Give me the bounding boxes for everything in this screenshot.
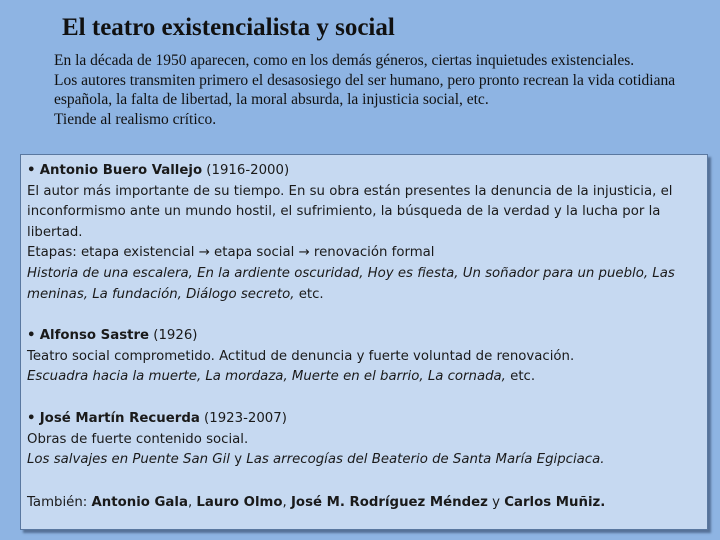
author-heading-sastre: [27, 326, 701, 347]
works-conjunction: y: [229, 452, 247, 468]
also-label: También:: [27, 494, 92, 510]
author-description: Obras de fuerte contenido social.: [27, 431, 249, 447]
works-title: Las arrecogías del Beaterio de Santa María Egipciaca.: [246, 452, 605, 468]
works-titles: Escuadra hacia la muerte, La mordaza, Muerte en el barrio, La cornada,: [27, 369, 506, 385]
author-name: Carlos Muñiz.: [504, 494, 606, 510]
author-name: Antonio Buero Vallejo: [39, 163, 203, 178]
intro-text: [54, 51, 684, 129]
bullet: •: [27, 163, 36, 178]
also-authors: [27, 493, 701, 514]
author-dates: (1926): [149, 328, 198, 344]
bullet: •: [27, 410, 36, 426]
intro-paragraph: En la década de 1950 aparecen, como en los demás géneros, ciertas inquietudes existenciales.: [54, 52, 635, 69]
author-description: El autor más importante de su tiempo. En su obra están presentes la denuncia de la injusticia, el inconformismo ante un mundo hostil, el sufrimiento, la búsqueda de la verdad y la lucha por la libertad.: [27, 183, 673, 240]
author-name: Alfonso Sastre: [39, 328, 150, 344]
intro-paragraph: Los autores transmiten primero el desasosiego del ser humano, pero pronto recrean la vida cotidiana española, la falta de libertad, la moral absurda, la injusticia social, etc.: [54, 71, 676, 108]
works-titles: Historia de una escalera, En la ardiente oscuridad, Hoy es fiesta, Un soñador para un pueblo, Las meninas, La fundación, Diálogo secreto,: [27, 265, 675, 302]
author-dates: (1923-2007): [199, 410, 287, 426]
author-name: José M. Rodríguez Méndez: [290, 494, 488, 510]
intro-paragraph: Tiende al realismo crítico.: [54, 110, 217, 128]
author-works: [27, 367, 701, 388]
works-etc: etc.: [294, 286, 324, 302]
works-title: Los salvajes en Puente San Gil: [27, 452, 230, 468]
author-description: Teatro social comprometido. Actitud de denuncia y fuerte voluntad de renovación.: [27, 348, 575, 364]
author-works: [27, 450, 701, 471]
author-name: José Martín Recuerda: [39, 410, 200, 426]
separator: ,: [187, 494, 197, 510]
author-stages: Etapas: etapa existencial → etapa social → renovación formal: [27, 245, 435, 261]
author-dates: (1916-2000): [202, 163, 290, 178]
separator: y: [487, 494, 505, 510]
bullet: •: [27, 328, 36, 344]
works-etc: etc.: [505, 369, 536, 385]
author-heading-buero: [27, 161, 701, 182]
author-name: Lauro Olmo: [196, 494, 283, 510]
author-name: Antonio Gala: [91, 494, 188, 510]
author-works: [27, 264, 701, 305]
authors-box: [20, 154, 708, 530]
slide-title: El teatro existencialista y social: [62, 14, 395, 41]
author-heading-recuerda: [27, 409, 701, 430]
separator: ,: [282, 494, 291, 510]
